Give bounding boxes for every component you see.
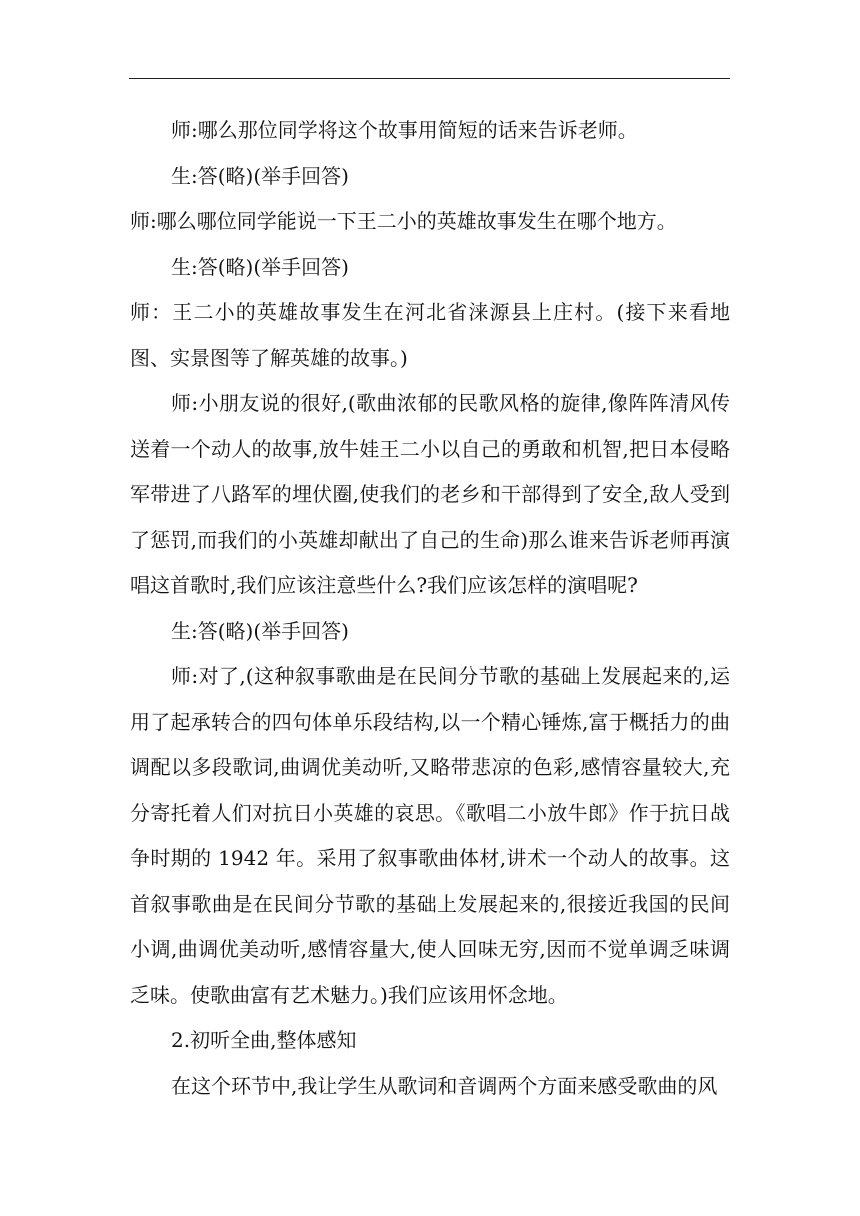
document-body (130, 108, 730, 1109)
paragraph: 在这个环节中,我让学生从歌词和音调两个方面来感受歌曲的风 (171, 1073, 718, 1098)
header-rule (129, 78, 730, 79)
paragraph: 生:答(略)(举手回答) (171, 618, 349, 643)
paragraph: 生:答(略)(举手回答) (171, 163, 349, 188)
paragraph: 生:答(略)(举手回答) (171, 254, 349, 279)
paragraph: 师:哪么那位同学将这个故事用简短的话来告诉老师。 (171, 118, 638, 142)
paragraph: 师:小朋友说的很好,(歌曲浓郁的民歌风格的旋律,像阵阵清风传送着一个动人的故事,放牛娃王二小以自己的勇敢和机智,把日本侵略军带进了八路军的埋伏圈,使我们的老乡和干部得到了安全,敌人受到了惩罚,而我们的小英雄却献出了自己的生命)那么谁来告诉老师再演唱这首歌时,我们应该注意些什么?我们应该怎样的演唱呢? (130, 391, 730, 597)
paragraph: 师:哪么哪位同学能说一下王二小的英雄故事发生在哪个地方。 (130, 209, 677, 233)
paragraph: 师:对了,(这种叙事歌曲是在民间分节歌的基础上发展起来的,运用了起承转合的四句体单乐段结构,以一个精心锤炼,富于概括力的曲调配以多段歌词,曲调优美动听,又略带悲凉的色彩,感情容量较大,充分寄托着人们对抗日小英雄的哀思。《歌唱二小放牛郎》作于抗日战争时期的 1942 年。采用了叙事歌曲体材,讲术一个动人的故事。这首叙事歌曲是在民间分节歌的基础上发展起来的,很接近我国的民间小调,曲调优美动听,感情容量大,使人回味无穷,因而不觉单调乏味调乏味。使歌曲富有艺术魅力。)我们应该用怀念地。 (130, 664, 730, 1007)
paragraph: 师：王二小的英雄故事发生在河北省涞源县上庄村。(接下来看地图、实景图等了解英雄的故事。) (130, 300, 730, 370)
section-heading: 2.初听全曲,整体感知 (171, 1028, 357, 1052)
